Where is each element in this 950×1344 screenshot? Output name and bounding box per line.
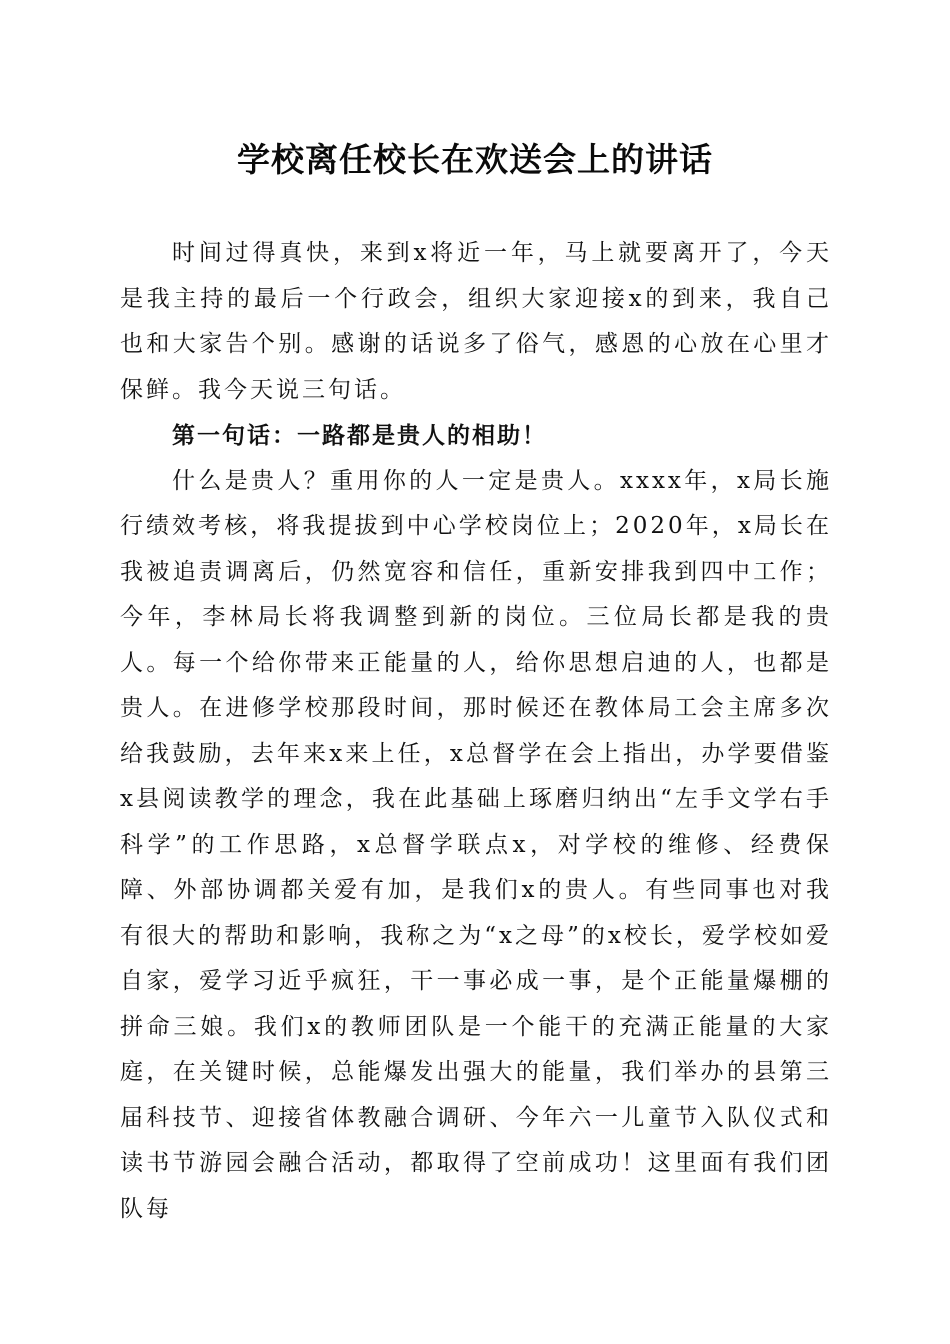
document-title: 学校离任校长在欢送会上的讲话 [237, 140, 713, 179]
section-heading-first: 第一句话：一路都是贵人的相助！ [172, 422, 547, 449]
paragraph-intro: 时间过得真快，来到x将近一年，马上就要离开了，今天是我主持的最后一个行政会，组织大家迎接x的到来，我自己也和大家告个别。感谢的话说多了俗气，感恩的心放在心里才保鲜。我今天说三句话。 [120, 240, 832, 403]
paragraph-benefactors: 什么是贵人？重用你的人一定是贵人。xxxx年，x局长施行绩效考核，将我提拔到中心学校岗位上；2020年，x局长在我被追责调离后，仍然宽容和信任，重新安排我到四中工作；今年，李林局长将我调整到新的岗位。三位局长都是我的贵人。每一个给你带来正能量的人，给你思想启迪的人，也都是贵人。在进修学校那段时间，那时候还在教体局工会主席多次给我鼓励，去年来x来上任，x总督学在会上指出，办学要借鉴x县阅读教学的理念，我在此基础上琢磨归纳出“左手文学右手科学”的工作思路，x总督学联点x，对学校的维修、经费保障、外部协调都关爱有加，是我们x的贵人。有些同事也对我有很大的帮助和影响，我称之为“x之母”的x校长，爱学校如爱自家，爱学习近乎疯狂，干一事必成一事，是个正能量爆棚的拼命三娘。我们x的教师团队是一个能干的充满正能量的大家庭，在关键时候，总能爆发出强大的能量，我们举办的县第三届科技节、迎接省体教融合调研、今年六一儿童节入队仪式和读书节游园会融合活动，都取得了空前成功！这里面有我们团队每 [120, 467, 832, 1222]
document-body [120, 231, 832, 1232]
